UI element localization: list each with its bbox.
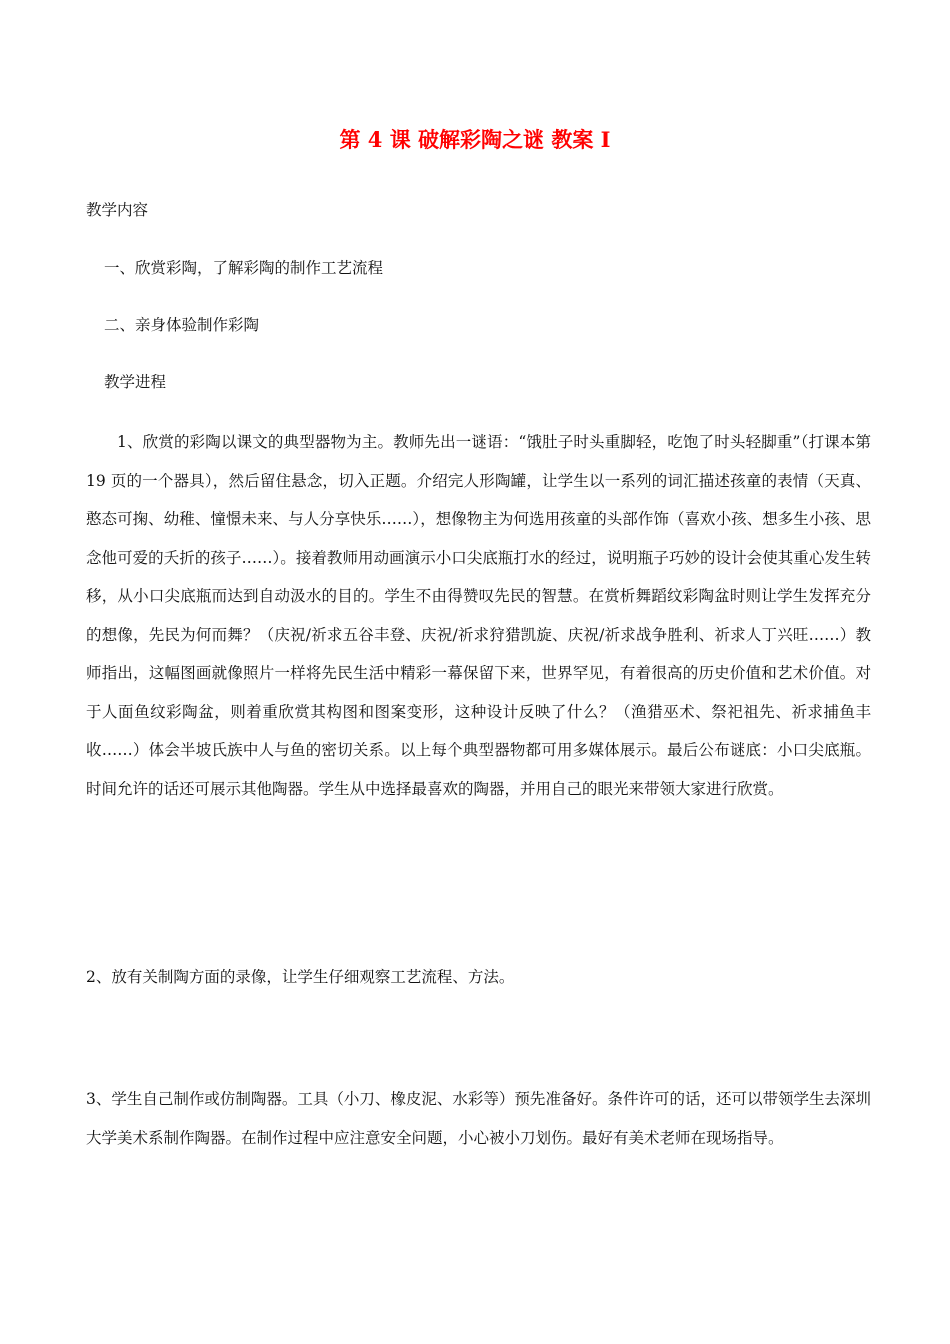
- section-heading-process: 教学进程: [104, 373, 167, 391]
- content-item-1: 一、欣赏彩陶，了解彩陶的制作工艺流程: [104, 259, 384, 277]
- paragraph-step-2: 2、放有关制陶方面的录像，让学生仔细观察工艺流程、方法。: [86, 968, 515, 986]
- document-title: 第 4 课 破解彩陶之谜 教案 I: [339, 127, 611, 152]
- paragraph-step-1: 1、欣赏的彩陶以课文的典型器物为主。教师先出一谜语：“饿肚子时头重脚轻，吃饱了时头轻脚重”（打课本第 19 页的一个器具），然后留住悬念，切入正题。介绍完人形陶罐，让学生以一系列的词汇描述孩童的表情（天真、憨态可掬、幼稚、憧憬未来、与人分享快乐……），想像物主为何选用孩童的头部作饰（喜欢小孩、想多生小孩、思念他可爱的夭折的孩子……）。接着教师用动画演示小口尖底瓶打水的经过，说明瓶子巧妙的设计会使其重心发生转移，从小口尖底瓶而达到自动汲水的目的。学生不由得赞叹先民的智慧。在赏析舞蹈纹彩陶盆时则让学生发挥充分的想像，先民为何而舞？（庆祝/祈求五谷丰登、庆祝/祈求狩猎凯旋、庆祝/祈求战争胜利、祈求人丁兴旺……）教师指出，这幅图画就像照片一样将先民生活中精彩一幕保留下来，世界罕见，有着很高的历史价值和艺术价值。对于人面鱼纹彩陶盆，则着重欣赏其构图和图案变形，这种设计反映了什么？（渔猎巫术、祭祀祖先、祈求捕鱼丰收……）体会半坡氏族中人与鱼的密切关系。以上每个典型器物都可用多媒体展示。最后公布谜底：小口尖底瓶。时间允许的话还可展示其他陶器。学生从中选择最喜欢的陶器，并用自己的眼光来带领大家进行欣赏。: [86, 433, 871, 798]
- content-item-2: 二、亲身体验制作彩陶: [104, 316, 260, 334]
- section-heading-content: 教学内容: [86, 201, 149, 219]
- paragraph-step-3: 3、学生自己制作或仿制陶器。工具（小刀、橡皮泥、水彩等）预先准备好。条件许可的话，还可以带领学生去深圳大学美术系制作陶器。在制作过程中应注意安全问题，小心被小刀划伤。最好有美术老师在现场指导。: [86, 1090, 871, 1147]
